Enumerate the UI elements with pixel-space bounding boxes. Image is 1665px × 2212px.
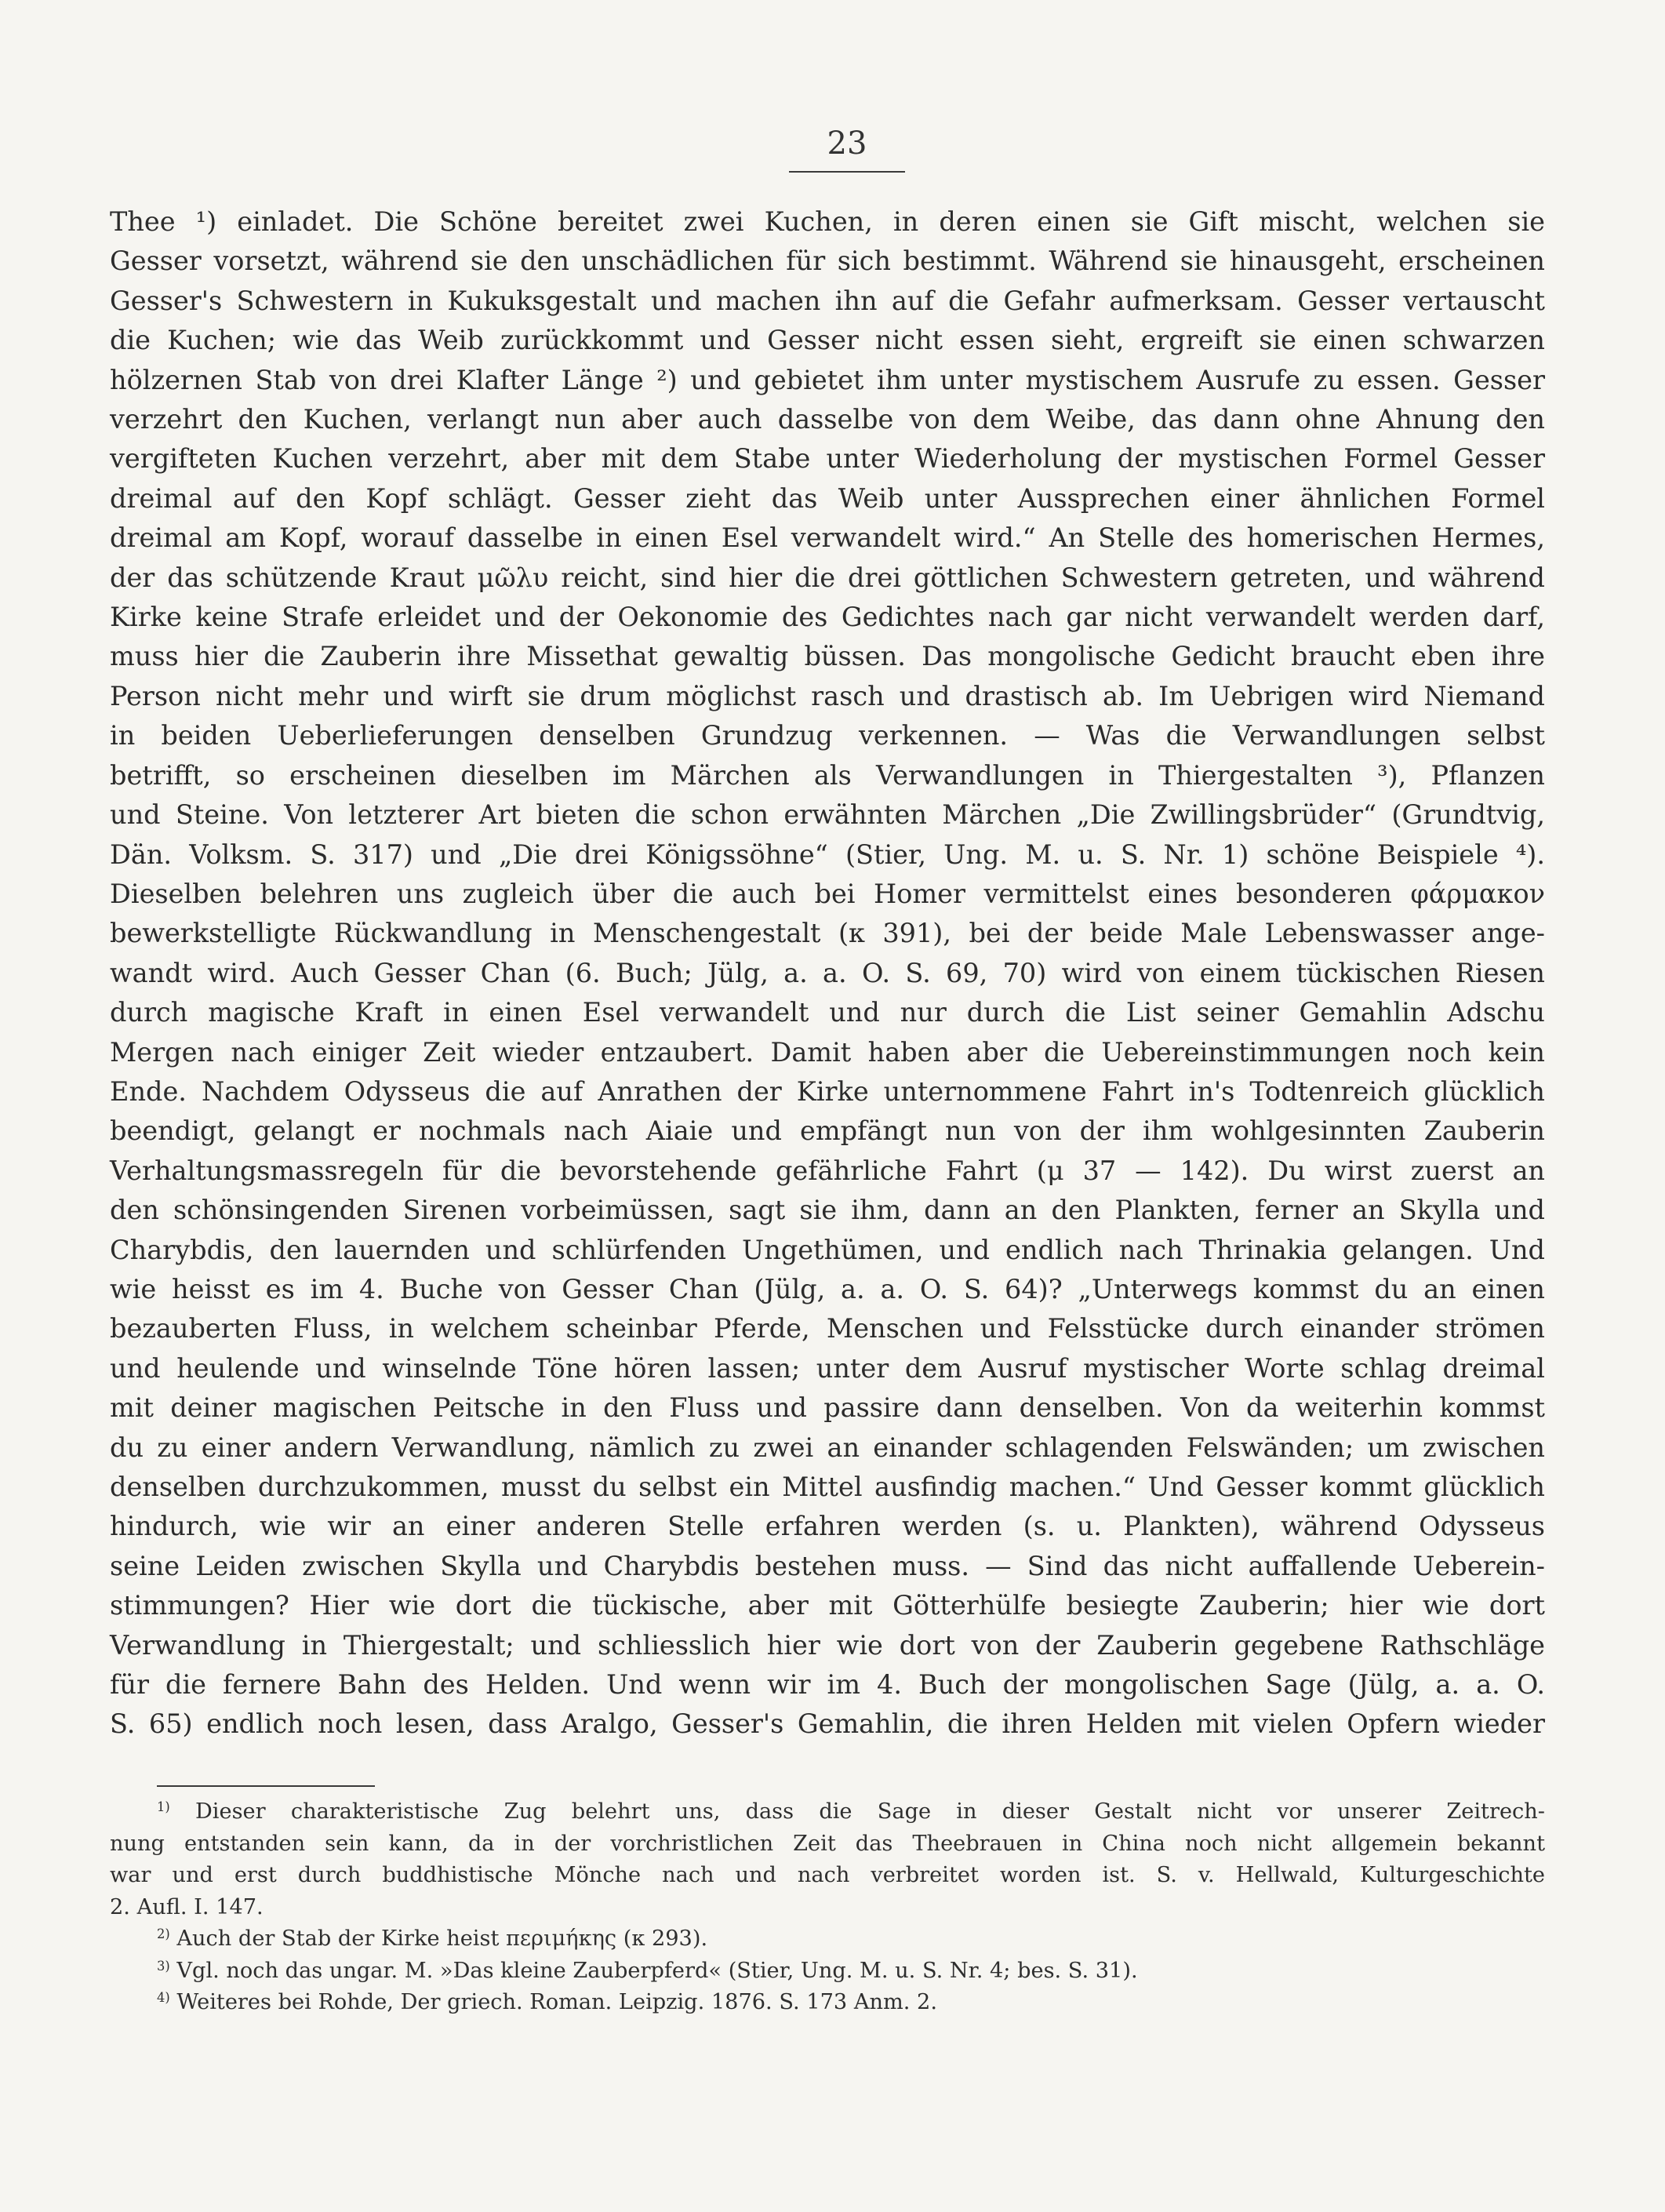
text-line: betrifft, so erscheinen dieselben im Märchen als Verwandlungen in Thiergestalten ³), Pflanzen: [110, 759, 1545, 791]
text-line: dreimal auf den Kopf schlägt. Gesser zieht das Weib unter Aussprechen einer ähnlichen Formel: [110, 482, 1545, 514]
footnote-rule: [157, 1785, 375, 1787]
text-line: Kirke keine Strafe erleidet und der Oekonomie des Gedichtes nach gar nicht verwandelt werden darf,: [110, 602, 1545, 633]
text-line: hindurch, wie wir an einer anderen Stelle erfahren werden (s. u. Plankten), während Odysseus: [110, 1511, 1545, 1542]
footnote-line: [110, 1956, 1545, 1988]
text-line: für die fernere Bahn des Helden. Und wenn wir im 4. Buch der mongolischen Sage (Jülg, a. a. O.: [110, 1669, 1545, 1701]
text-line: Verhaltungsmassregeln für die bevorstehende gefährliche Fahrt (μ 37 — 142). Du wirst zuerst an: [110, 1155, 1545, 1186]
footnotes: [110, 1796, 1545, 2019]
text-line: seine Leiden zwischen Skylla und Charybdis bestehen muss. — Sind das nicht auffallende Ueberein-: [110, 1550, 1545, 1581]
text-line: wie heisst es im 4. Buche von Gesser Chan (Jülg, a. a. O. S. 64)? „Unterwegs kommst du an einen: [110, 1273, 1545, 1304]
footnote-line: nung entstanden sein kann, da in der vorchristlichen Zeit das Theebrauen in China noch nicht allgemein bekannt: [110, 1831, 1545, 1856]
footnote-marker: 1): [157, 1799, 170, 1815]
text-line: Verwandlung in Thiergestalt; und schliesslich hier wie dort von der Zauberin gegebene Rathschläge: [110, 1629, 1545, 1661]
text-line: bezauberten Fluss, in welchem scheinbar Pferde, Menschen und Felsstücke durch einander strömen: [110, 1313, 1545, 1344]
footnote-marker: 2): [157, 1926, 170, 1942]
text-line: du zu einer andern Verwandlung, nämlich zu zwei an einander schlagenden Felswänden; um zwischen: [110, 1432, 1545, 1463]
text-line: verzehrt den Kuchen, verlangt nun aber auch dasselbe von dem Weibe, das dann ohne Ahnung den: [110, 404, 1545, 435]
footnote-line: [110, 1987, 1545, 2019]
text-line: und heulende und winselnde Töne hören lassen; unter dem Ausruf mystischer Worte schlag dreimal: [110, 1352, 1545, 1384]
text-line: durch magische Kraft in einen Esel verwandelt und nur durch die List seiner Gemahlin Adschu: [110, 997, 1545, 1028]
text-line: vergifteten Kuchen verzehrt, aber mit dem Stabe unter Wiederholung der mystischen Formel Gesser: [110, 443, 1545, 475]
footnote-line: 2. Aufl. I. 147.: [110, 1894, 264, 1919]
footnote-1: [110, 1796, 1545, 1923]
text-line: Mergen nach einiger Zeit wieder entzaubert. Damit haben aber die Uebereinstimmungen noch kein: [110, 1036, 1545, 1068]
text-line: den schönsingenden Sirenen vorbeimüssen, sagt sie ihm, dann an den Plankten, ferner an Skylla und: [110, 1195, 1545, 1226]
footnote-text: Auch der Stab der Kirke heist περιμήκης (κ 293).: [176, 1926, 708, 1951]
text-line: Ende. Nachdem Odysseus die auf Anrathen der Kirke unternommene Fahrt in's Todtenreich glücklich: [110, 1075, 1545, 1107]
footnote-text: Weiteres bei Rohde, Der griech. Roman. Leipzig. 1876. S. 173 Anm. 2.: [176, 1990, 937, 2014]
text-line: Gesser vorsetzt, während sie den unschädlichen für sich bestimmt. Während sie hinausgeht, erscheinen: [110, 246, 1545, 277]
text-line: Dän. Volksm. S. 317) und „Die drei Königssöhne“ (Stier, Ung. M. u. S. Nr. 1) schöne Beispiele ⁴).: [110, 839, 1545, 870]
text-line: stimmungen? Hier wie dort die tückische, aber mit Götterhülfe besiegte Zauberin; hier wie dort: [110, 1590, 1545, 1621]
text-line: mit deiner magischen Peitsche in den Fluss und passire dann denselben. Von da weiterhin kommst: [110, 1392, 1545, 1424]
page-number: 23: [827, 126, 867, 162]
footnote-2: [110, 1923, 1545, 1956]
text-line: denselben durchzukommen, musst du selbst ein Mittel ausfindig machen.“ Und Gesser kommt glücklich: [110, 1472, 1545, 1502]
text-line: Dieselben belehren uns zugleich über die auch bei Homer vermittelst eines besonderen φάρμακον: [110, 878, 1545, 909]
page-number-rule: [789, 171, 905, 173]
text-line: Person nicht mehr und wirft sie drum möglichst rasch und drastisch ab. Im Uebrigen wird Niemand: [110, 680, 1545, 711]
text-line: S. 65) endlich noch lesen, dass Aralgo, Gesser's Gemahlin, die ihren Helden mit vielen Opfern wieder: [110, 1708, 1545, 1740]
footnote-line: [110, 1923, 1545, 1956]
footnote-marker: 3): [157, 1958, 170, 1974]
footnote-text: Dieser charakteristische Zug belehrt uns, dass die Sage in dieser Gestalt nicht vor unserer Zeitrech-: [194, 1799, 1545, 1824]
text-line: bewerkstelligte Rückwandlung in Menschengestalt (κ 391), bei der beide Male Lebenswasser ange-: [110, 918, 1545, 949]
text-line: Gesser's Schwestern in Kukuksgestalt und machen ihn auf die Gefahr aufmerksam. Gesser vertauscht: [110, 285, 1545, 316]
footnote-4: [110, 1987, 1545, 2019]
footnote-line: war und erst durch buddhistische Mönche nach und nach verbreitet worden ist. S. v. Hellwald, Kulturgeschichte: [110, 1863, 1545, 1887]
text-line: dreimal am Kopf, worauf dasselbe in einen Esel verwandelt wird.“ An Stelle des homerischen Hermes,: [110, 522, 1545, 554]
footnote-marker: 4): [157, 1990, 170, 2006]
footnote-line: [110, 1796, 1545, 1828]
text-line: Thee ¹) einladet. Die Schöne bereitet zwei Kuchen, in deren einen sie Gift mischt, welchen sie: [110, 206, 1545, 237]
text-line: der das schützende Kraut μῶλυ reicht, sind hier die drei göttlichen Schwestern getreten, und während: [110, 562, 1545, 593]
text-line: und Steine. Von letzterer Art bieten die schon erwähnten Märchen „Die Zwillingsbrüder“ (Grundtvig,: [110, 799, 1545, 831]
text-line: wandt wird. Auch Gesser Chan (6. Buch; Jülg, a. a. O. S. 69, 70) wird von einem tückischen Riesen: [110, 957, 1545, 988]
text-line: beendigt, gelangt er nochmals nach Aiaie und empfängt nun von der ihm wohlgesinnten Zauberin: [110, 1115, 1545, 1147]
body-text: [110, 202, 1545, 1744]
footnote-text: Vgl. noch das ungar. M. »Das kleine Zauberpferd« (Stier, Ung. M. u. S. Nr. 4; bes. S. 31).: [176, 1958, 1138, 1983]
text-line: muss hier die Zauberin ihre Missethat gewaltig büssen. Das mongolische Gedicht braucht eben ihre: [110, 641, 1545, 672]
text-line: Charybdis, den lauernden und schlürfenden Ungethümen, und endlich nach Thrinakia gelangen. Und: [110, 1234, 1545, 1265]
text-line: hölzernen Stab von drei Klafter Länge ²) und gebietet ihm unter mystischem Ausrufe zu essen. Gesser: [110, 364, 1545, 395]
text-line: die Kuchen; wie das Weib zurückkommt und Gesser nicht essen sieht, ergreift sie einen schwarzen: [110, 325, 1545, 356]
text-line: in beiden Ueberlieferungen denselben Grundzug verkennen. — Was die Verwandlungen selbst: [110, 720, 1545, 751]
footnote-3: [110, 1956, 1545, 1988]
